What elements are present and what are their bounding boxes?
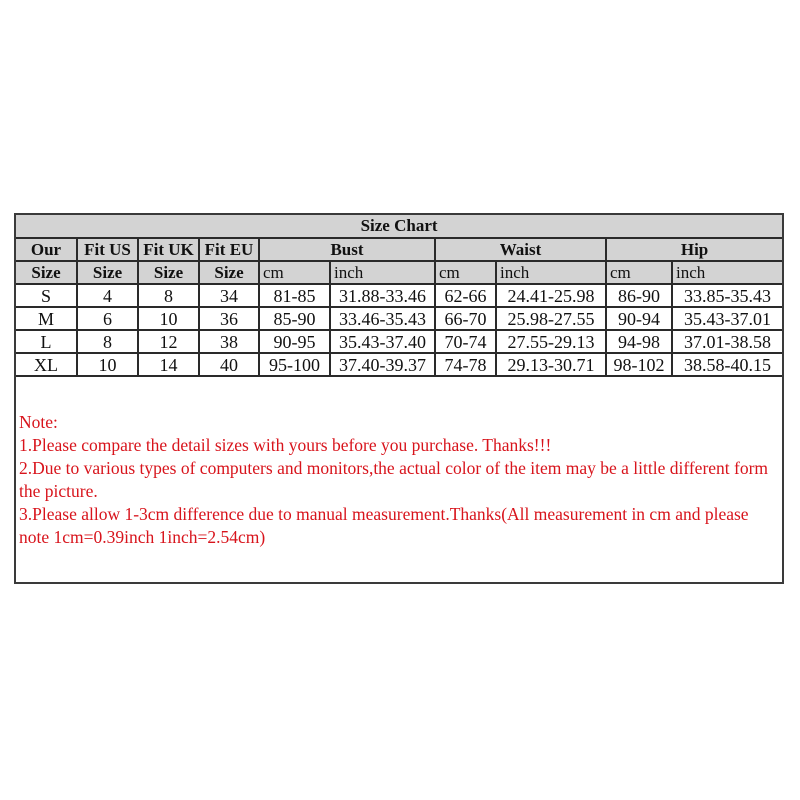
cell-waist-cm: 74-78 (435, 353, 496, 376)
col-header-waist-cm: cm (435, 261, 496, 284)
col-header-our-size-line1: Our (16, 238, 77, 261)
cell-our-size: S (16, 284, 77, 307)
cell-hip-inch: 33.85-35.43 (672, 284, 782, 307)
note-item-2: 2.Due to various types of computers and monitors,the actual color of the item may be a little different form the picture. (19, 458, 769, 501)
cell-waist-inch: 29.13-30.71 (496, 353, 606, 376)
cell-fit-eu: 34 (199, 284, 259, 307)
col-header-fit-us-line2: Size (77, 261, 138, 284)
table-title: Size Chart (16, 215, 782, 238)
cell-fit-us: 4 (77, 284, 138, 307)
col-header-fit-eu-line2: Size (199, 261, 259, 284)
cell-waist-cm: 62-66 (435, 284, 496, 307)
cell-bust-inch: 31.88-33.46 (330, 284, 435, 307)
cell-bust-cm: 85-90 (259, 307, 330, 330)
notes-heading: Note: (19, 412, 58, 432)
table-row-xl (16, 353, 782, 376)
cell-fit-uk: 10 (138, 307, 199, 330)
cell-hip-cm: 94-98 (606, 330, 672, 353)
cell-fit-eu: 40 (199, 353, 259, 376)
cell-bust-inch: 35.43-37.40 (330, 330, 435, 353)
col-header-waist-inch: inch (496, 261, 606, 284)
cell-waist-inch: 24.41-25.98 (496, 284, 606, 307)
cell-hip-inch: 38.58-40.15 (672, 353, 782, 376)
cell-hip-cm: 90-94 (606, 307, 672, 330)
cell-waist-cm: 66-70 (435, 307, 496, 330)
col-header-fit-uk-line1: Fit UK (138, 238, 199, 261)
cell-hip-inch: 37.01-38.58 (672, 330, 782, 353)
note-item-3: 3.Please allow 1-3cm difference due to manual measurement.Thanks(All measurement in cm and please note 1cm=0.39inch 1inch=2.54cm) (19, 504, 749, 547)
note-item-1: 1.Please compare the detail sizes with yours before you purchase. Thanks!!! (19, 435, 552, 455)
size-chart-frame (14, 213, 784, 584)
cell-our-size: L (16, 330, 77, 353)
col-header-fit-uk-line2: Size (138, 261, 199, 284)
table-row-m (16, 307, 782, 330)
cell-fit-us: 6 (77, 307, 138, 330)
col-header-our-size-line2: Size (16, 261, 77, 284)
cell-hip-inch: 35.43-37.01 (672, 307, 782, 330)
size-chart-table (16, 215, 782, 377)
col-header-bust-inch: inch (330, 261, 435, 284)
col-header-hip: Hip (606, 238, 782, 261)
cell-our-size: M (16, 307, 77, 330)
col-header-bust-cm: cm (259, 261, 330, 284)
col-header-fit-eu-line1: Fit EU (199, 238, 259, 261)
cell-waist-inch: 25.98-27.55 (496, 307, 606, 330)
notes-section (16, 377, 782, 549)
col-header-bust: Bust (259, 238, 435, 261)
cell-fit-us: 8 (77, 330, 138, 353)
cell-fit-uk: 12 (138, 330, 199, 353)
cell-bust-cm: 95-100 (259, 353, 330, 376)
cell-hip-cm: 86-90 (606, 284, 672, 307)
cell-fit-uk: 14 (138, 353, 199, 376)
cell-fit-uk: 8 (138, 284, 199, 307)
cell-bust-inch: 33.46-35.43 (330, 307, 435, 330)
cell-fit-us: 10 (77, 353, 138, 376)
cell-bust-cm: 81-85 (259, 284, 330, 307)
table-row-s (16, 284, 782, 307)
cell-fit-eu: 38 (199, 330, 259, 353)
table-row-l (16, 330, 782, 353)
cell-fit-eu: 36 (199, 307, 259, 330)
cell-bust-inch: 37.40-39.37 (330, 353, 435, 376)
cell-waist-cm: 70-74 (435, 330, 496, 353)
cell-our-size: XL (16, 353, 77, 376)
col-header-hip-inch: inch (672, 261, 782, 284)
col-header-fit-us-line1: Fit US (77, 238, 138, 261)
cell-hip-cm: 98-102 (606, 353, 672, 376)
col-header-hip-cm: cm (606, 261, 672, 284)
col-header-waist: Waist (435, 238, 606, 261)
cell-waist-inch: 27.55-29.13 (496, 330, 606, 353)
cell-bust-cm: 90-95 (259, 330, 330, 353)
